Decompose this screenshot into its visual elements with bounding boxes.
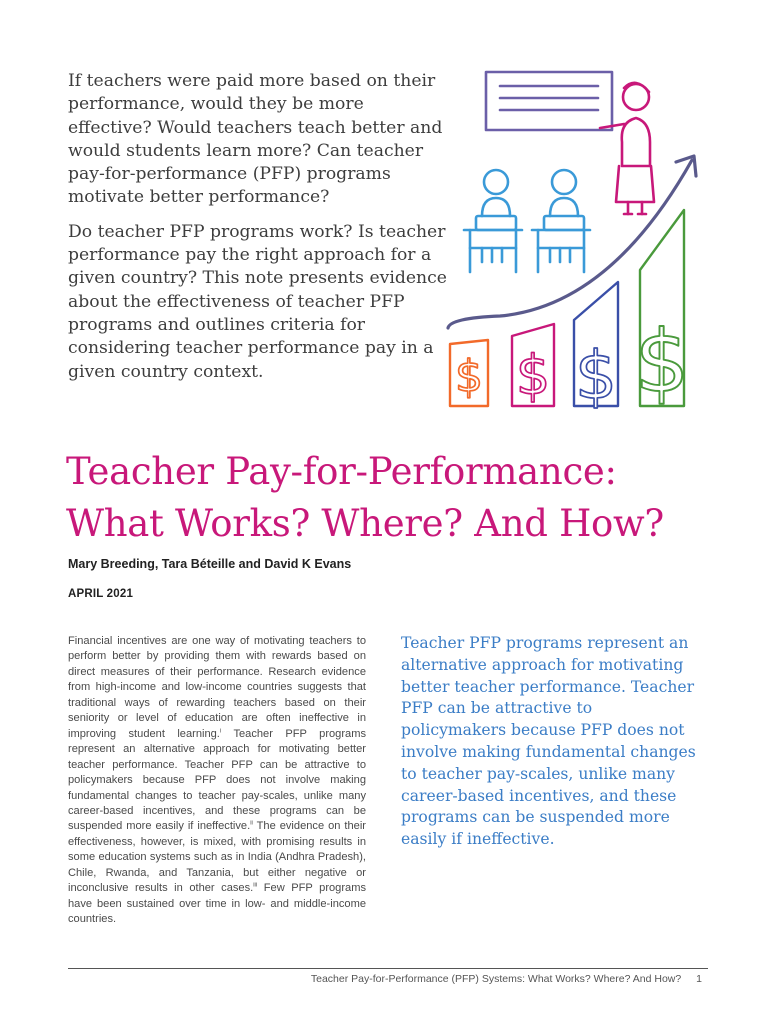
teacher-at-board-icon [600, 83, 654, 214]
intro-paragraph-1: If teachers were paid more based on their performance, would they be more effective? Would teachers teach better and would students learn more? Can teacher pay-for-performance (PFP) programs motivate better performance? [68, 71, 443, 208]
dollar-sign: $ [515, 344, 551, 407]
dollar-sign: $ [634, 312, 690, 412]
page-number: 1 [696, 973, 702, 985]
whiteboard-icon [486, 72, 612, 130]
student-at-desk-icon [464, 170, 522, 272]
publication-date: APRIL 2021 [68, 588, 134, 600]
footer-running-title: Teacher Pay-for-Performance (PFP) Systems: What Works? Where? And How? [310, 973, 682, 985]
student-at-desk-icon [532, 170, 590, 272]
footer [311, 973, 702, 985]
pull-quote: Teacher PFP programs represent an alternative approach for motivating better teacher performance. Teacher PFP can be attractive to policymakers because PFP does not involve making fundamental changes to teacher pay-scales, unlike many career-based incentives, and these programs can be suspended more easily if ineffective. [401, 634, 696, 849]
intro-paragraph-2: Do teacher PFP programs work? Is teacher performance pay the right approach for a given country? This note presents evidence about the effectiveness of teacher PFP programs and outlines criteria for considering teacher performance pay in a given country context. [68, 221, 447, 382]
footnote-ref-3[interactable]: iii [253, 882, 258, 889]
authors: Mary Breeding, Tara Béteille and David K Evans [68, 557, 352, 571]
body-part-1: Financial incentives are one way of motivating teachers to perform better by providing them with rewards based on direct measures of their performance. Research evidence from high-income and low-income countries suggests that traditional ways of rewarding teachers based on their seniority or level of education are often ineffective in improving student learning. [68, 635, 366, 740]
dollar-sign: $ [575, 337, 617, 414]
intro [68, 70, 448, 395]
body-part-2: Teacher PFP programs represent an alternative approach for motivating better teacher performance. Teacher PFP can be attractive to policymakers because PFP does not involve making fundamental changes to teacher pay-scales, unlike many career-based incentives, and these programs can be suspended more easily if ineffective. [68, 727, 366, 833]
body-part-3: The evidence on their effectiveness, however, is mixed, with promising results in some education systems such as in India (Andhra Pradesh), Chile, Rwanda, and Tanzania, but either negative or inconclusive results in other cases. [68, 820, 366, 895]
cover-illustration [440, 66, 710, 416]
title-line-2: What Works? Where? And How? [66, 502, 664, 545]
dollar-sign: $ [455, 351, 483, 402]
title-line-1: Teacher Pay-for-Performance: [66, 450, 617, 493]
footer-divider [68, 968, 708, 969]
body-text [68, 634, 366, 928]
page-title [66, 446, 726, 550]
body-part-4: Few PFP programs have been sustained over time in low- and middle-income countries. [68, 882, 367, 926]
footnote-ref-1[interactable]: i [219, 728, 222, 735]
footnote-ref-2[interactable]: ii [250, 820, 253, 827]
